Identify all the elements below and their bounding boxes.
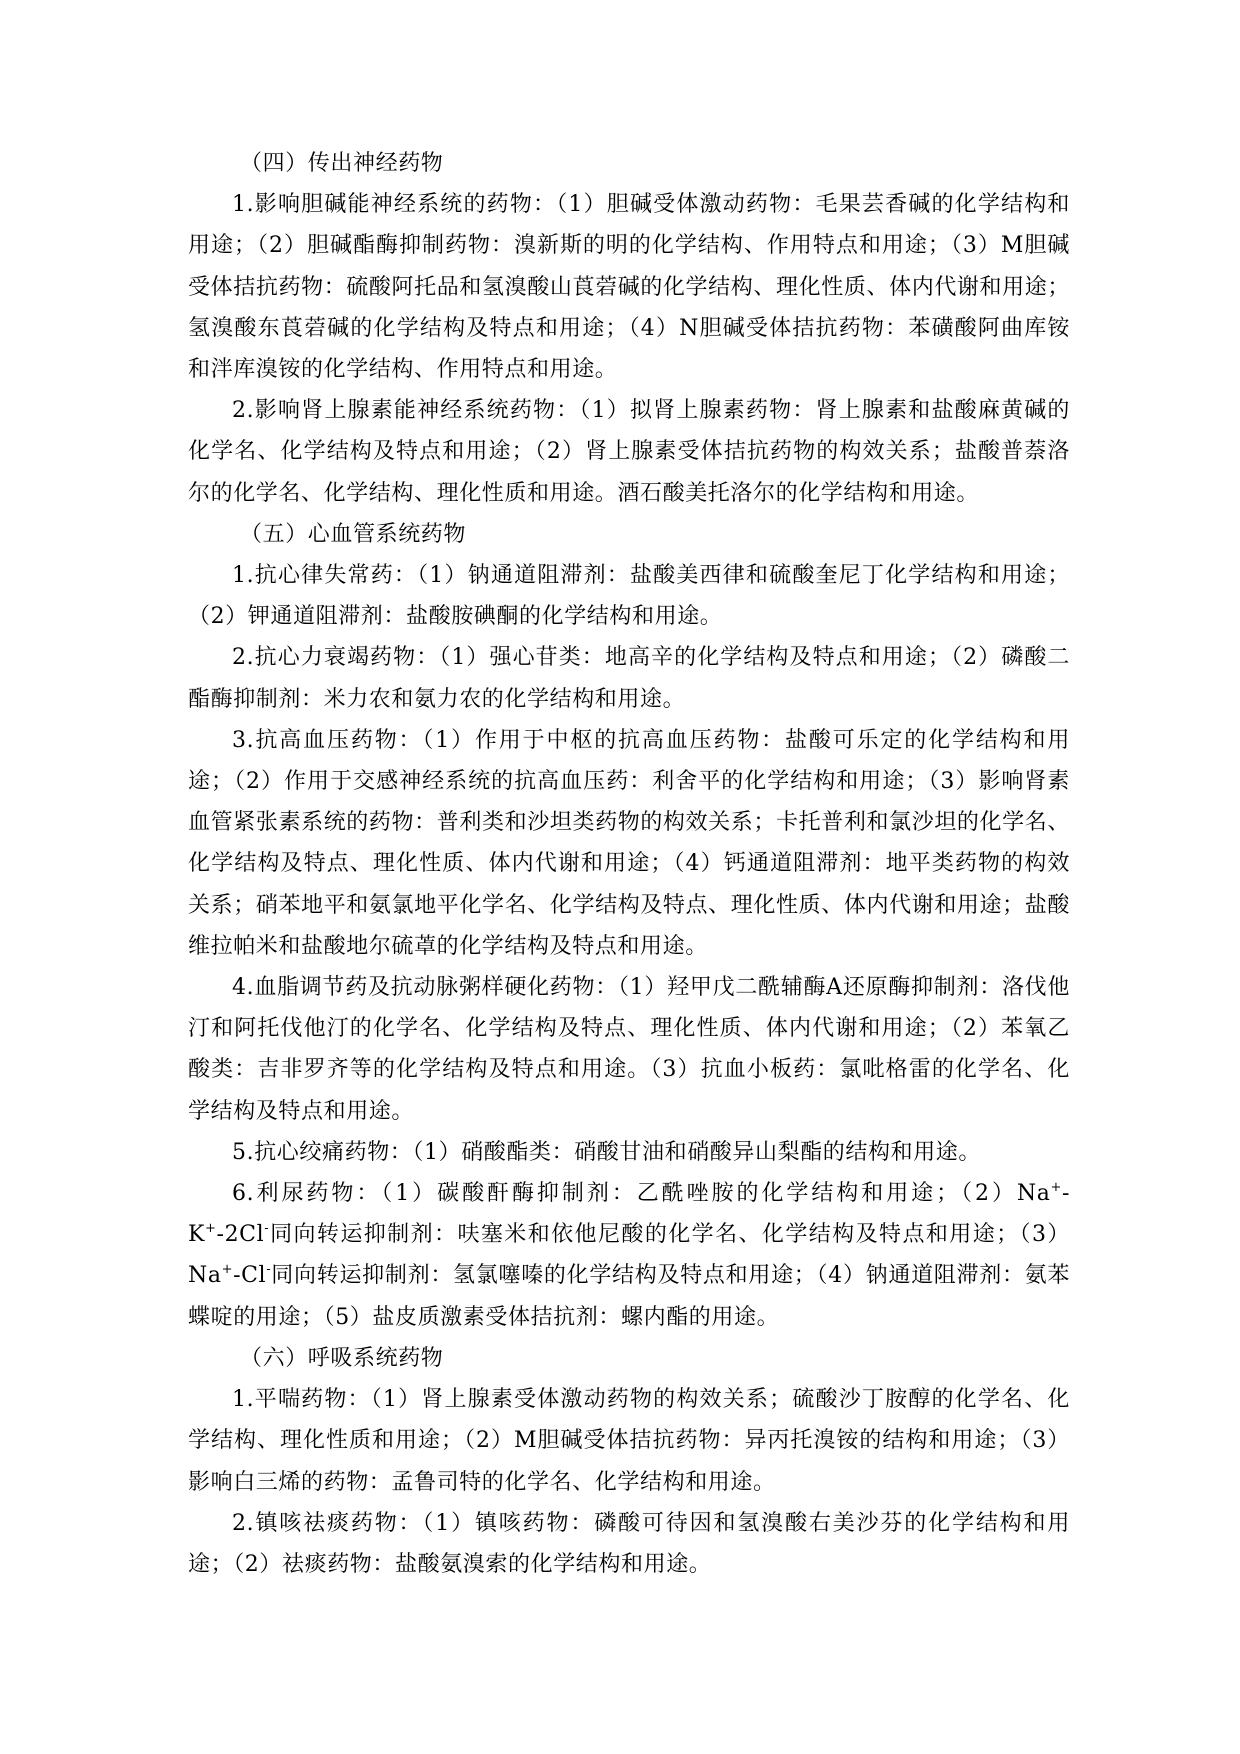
diuretic-text-1: 6.利尿药物：（1）碳酸酐酶抑制剂：乙酰唑胺的化学结构和用途；（2）Na [232,1181,1051,1207]
paragraph-heart-failure: 2.抗心力衰竭药物：（1）强心苷类：地高辛的化学结构及特点和用途；（2）磷酸二酯酶抑制剂：米力农和氨力农的化学结构和用途。 [188,645,1070,712]
superscript-minus: - [266,1262,272,1278]
diuretic-text-6: 同向转运抑制剂：氢氯噻嗪的化学结构及特点和用途；（4）钠通道阻滞剂：氨苯蝶啶的用途；（5）盐皮质激素受体拮抗剂：螺内酯的用途。 [188,1263,1070,1330]
paragraph-diuretic [188,1173,1070,1338]
paragraph-antitussive: 2.镇咳祛痰药物：（1）镇咳药物：磷酸可待因和氢溴酸右美沙芬的化学结构和用途；（2）祛痰药物：盐酸氨溴索的化学结构和用途。 [188,1510,1070,1577]
paragraph-lipid-regulating: 4.血脂调节药及抗动脉粥样硬化药物：（1）羟甲戊二酰辅酶A还原酶抑制剂：洛伐他汀和阿托伐他汀的化学名、化学结构及特点、理化性质、体内代谢和用途；（2）苯氧乙酸类：吉非罗齐等的化学结构及特点和用途。（3）抗血小板药：氯吡格雷的化学名、化学结构及特点和用途。 [188,975,1070,1124]
document-page [188,143,1070,1585]
diuretic-text-5: -Cl [233,1263,267,1289]
superscript-minus: - [264,1221,270,1237]
paragraph-antianginal: 5.抗心绞痛药物：（1）硝酸酯类：硝酸甘油和硝酸异山梨酯的结构和用途。 [232,1139,981,1165]
diuretic-text-2: -K [188,1181,1070,1248]
section-heading-respiratory: （六）呼吸系统药物 [240,1345,444,1371]
superscript-plus: + [205,1221,217,1237]
paragraph-antiarrhythmic: 1.抗心律失常药：（1）钠通道阻滞剂：盐酸美西律和硫酸奎尼丁化学结构和用途；（2）钾通道阻滞剂：盐酸胺碘酮的化学结构和用途。 [188,563,1070,630]
diuretic-text-3: -2Cl [216,1222,265,1248]
section-heading-efferent: （四）传出神经药物 [240,151,444,176]
paragraph-antihypertensive: 3.抗高血压药物：（1）作用于中枢的抗高血压药物：盐酸可乐定的化学结构和用途；（2）作用于交感神经系统的抗高血压药：利舍平的化学结构和用途；（3）影响肾素血管紧张素系统的药物：普利类和沙坦类药物的构效关系；卡托普利和氯沙坦的化学名、化学结构及特点、理化性质、体内代谢和用途；（4）钙通道阻滞剂：地平类药物的构效关系；硝苯地平和氨氯地平化学名、化学结构及特点、理化性质、体内代谢和用途；盐酸维拉帕米和盐酸地尔硫䓬的化学结构及特点和用途。 [188,727,1070,959]
paragraph-antiasthmatic: 1.平喘药物：（1）肾上腺素受体激动药物的构效关系；硫酸沙丁胺醇的化学名、化学结构、理化性质和用途；（2）M胆碱受体拮抗药物：异丙托溴铵的结构和用途；（3）影响白三烯的药物：孟鲁司特的化学名、化学结构和用途。 [188,1387,1070,1495]
superscript-plus: + [1050,1180,1062,1196]
superscript-plus: + [221,1262,234,1278]
paragraph-adrenergic: 2.影响肾上腺素能神经系统药物：（1）拟肾上腺素药物：肾上腺素和盐酸麻黄碱的化学名、化学结构及特点和用途；（2）肾上腺素受体拮抗药物的构效关系；盐酸普萘洛尔的化学名、化学结构、理化性质和用途。酒石酸美托洛尔的化学结构和用途。 [188,398,1070,506]
section-heading-cardiovascular: （五）心血管系统药物 [240,521,467,547]
paragraph-cholinergic: 1.影响胆碱能神经系统的药物：（1）胆碱受体激动药物：毛果芸香碱的化学结构和用途；（2）胆碱酯酶抑制药物：溴新斯的明的化学结构、作用特点和用途；（3）M胆碱受体拮抗药物：硫酸阿托品和氢溴酸山莨菪碱的化学结构、理化性质、体内代谢和用途；氢溴酸东莨菪碱的化学结构及特点和用途；（4）N胆碱受体拮抗药物：苯磺酸阿曲库铵和泮库溴铵的化学结构、作用特点和用途。 [188,192,1070,383]
diuretic-text-4: 同向转运抑制剂：呋塞米和依他尼酸的化学名、化学结构及特点和用途；（3）Na [188,1222,1070,1289]
